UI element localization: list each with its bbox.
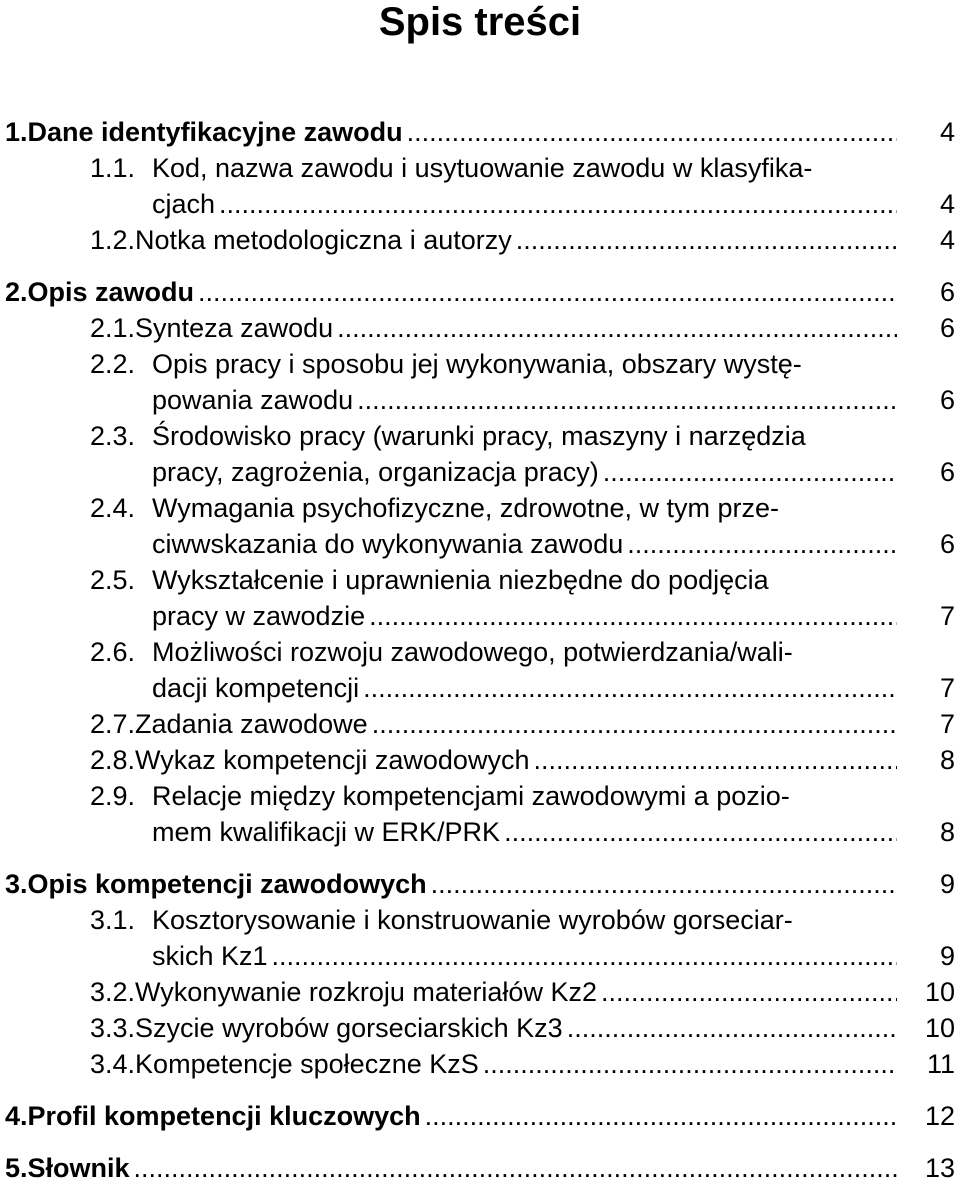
toc-leader-dots (372, 706, 897, 742)
toc-entry-line[interactable] (90, 706, 897, 742)
toc-entry-line[interactable] (90, 310, 897, 346)
toc-entry-line[interactable] (152, 598, 897, 634)
toc-leader-dots (627, 526, 897, 562)
toc-entry-number: 3.3. (90, 1013, 136, 1043)
toc-leader-dots (601, 974, 897, 1010)
toc-page-number: 6 (939, 277, 955, 307)
toc-leader-dots (516, 222, 897, 258)
toc-page-number: 8 (939, 817, 955, 847)
toc-page-number: 7 (939, 601, 955, 631)
toc-page-number: 4 (939, 189, 955, 219)
toc-entry-line[interactable] (152, 938, 897, 974)
toc-entry-line[interactable] (5, 1098, 897, 1134)
toc-entry-number: 2.1. (90, 313, 136, 343)
toc-entry-title: Środowisko pracy (warunki pracy, maszyny i narzędzia (152, 421, 806, 451)
toc-leader-dots (533, 742, 897, 778)
toc-entry-line[interactable] (152, 454, 897, 490)
toc-entry-number: 2.4. (90, 493, 136, 523)
page-title: Spis treści (378, 0, 582, 44)
toc-entry-title: mem kwalifikacji w ERK/PRK (152, 817, 501, 847)
toc-entry-title: Kompetencje społeczne KzS (135, 1049, 479, 1079)
toc-entry-line[interactable] (90, 634, 793, 670)
toc-entry-line[interactable] (90, 150, 812, 186)
toc-entry-number: 1. (5, 117, 28, 147)
toc-entry-number: 3. (5, 869, 28, 899)
toc-entry-title: dacji kompetencji (152, 673, 360, 703)
toc-entry-line[interactable] (90, 974, 897, 1010)
toc-page-number: 11 (926, 1049, 955, 1079)
toc-entry-line[interactable] (90, 902, 793, 938)
toc-page-number: 6 (939, 457, 955, 487)
toc-leader-dots (134, 1150, 897, 1186)
toc-entry-line[interactable] (90, 490, 779, 526)
toc-leader-dots (603, 454, 897, 490)
toc-entry-title: Możliwości rozwoju zawodowego, potwierdzania/wali- (152, 637, 793, 667)
toc-entry-line[interactable] (90, 418, 806, 454)
toc-page-number: 9 (939, 869, 955, 899)
toc-entry-title: skich Kz1 (152, 941, 268, 971)
toc-entry-title: Wymagania psychofizyczne, zdrowotne, w tym prze- (152, 493, 779, 523)
toc-page-number: 6 (939, 529, 955, 559)
toc-entry-number: 5. (5, 1153, 28, 1183)
toc-entry-line[interactable] (152, 670, 897, 706)
toc-entry-title: Wykonywanie rozkroju materiałów Kz2 (135, 977, 597, 1007)
toc-entry-number: 2.3. (90, 421, 136, 451)
toc-entry-title: Kod, nazwa zawodu i usytuowanie zawodu w klasyfika- (152, 153, 813, 183)
toc-entry-title: Synteza zawodu (135, 313, 334, 343)
toc-entry-line[interactable] (90, 562, 769, 598)
toc-page-number: 10 (924, 977, 955, 1007)
toc-entry-number: 2.7. (90, 709, 136, 739)
toc-page-number: 6 (939, 385, 955, 415)
toc-entry-title: pracy w zawodzie (152, 601, 366, 631)
toc-entry-title: Wykaz kompetencji zawodowych (135, 745, 530, 775)
toc-leader-dots (483, 1046, 897, 1082)
toc-entry-title: Opis zawodu (27, 277, 195, 307)
toc-page-number: 8 (939, 745, 955, 775)
toc-entry-title: cjach (152, 189, 216, 219)
toc-entry-line[interactable] (90, 1010, 897, 1046)
toc-entry-title: Notka metodologiczna i autorzy (135, 225, 512, 255)
toc-leader-dots (272, 938, 897, 974)
toc-entry-title: ciwwskazania do wykonywania zawodu (152, 529, 624, 559)
toc-entry-line[interactable] (152, 186, 897, 222)
toc-entry-line[interactable] (90, 778, 790, 814)
toc-page-number: 9 (939, 941, 955, 971)
toc-page-number: 7 (939, 673, 955, 703)
toc-page-number: 4 (939, 225, 955, 255)
toc-leader-dots (369, 598, 897, 634)
toc-entry-number: 4. (5, 1101, 28, 1131)
toc-leader-dots (425, 1098, 897, 1134)
toc-entry-title: Profil kompetencji kluczowych (27, 1101, 421, 1131)
toc-entry-title: Słownik (27, 1153, 130, 1183)
toc-entry-line[interactable] (5, 114, 897, 150)
toc-leader-dots (431, 866, 897, 902)
toc-leader-dots (504, 814, 897, 850)
toc-entry-number: 3.2. (90, 977, 136, 1007)
toc-page-number: 6 (939, 313, 955, 343)
toc-leader-dots (198, 274, 897, 310)
toc-page-number: 10 (924, 1013, 955, 1043)
toc-entry-line[interactable] (90, 346, 802, 382)
toc-leader-dots (357, 382, 897, 418)
toc-entry-number: 2. (5, 277, 28, 307)
toc-leader-dots (567, 1010, 897, 1046)
toc-entry-title: Wykształcenie i uprawnienia niezbędne do podjęcia (152, 565, 769, 595)
toc-entry-number: 1.1. (90, 153, 136, 183)
toc-entry-title: pracy, zagrożenia, organizacja pracy) (152, 457, 599, 487)
toc-entry-number: 2.5. (90, 565, 136, 595)
toc-leader-dots (363, 670, 897, 706)
toc-entry-title: Dane identyfikacyjne zawodu (27, 117, 403, 147)
toc-entry-title: Zadania zawodowe (135, 709, 368, 739)
toc-page-number: 12 (924, 1101, 955, 1131)
toc-leader-dots (407, 114, 897, 150)
toc-entry-number: 3.1. (90, 905, 136, 935)
toc-entry-number: 2.9. (90, 781, 136, 811)
toc-entry-number: 2.2. (90, 349, 136, 379)
toc-entry-line[interactable] (90, 742, 897, 778)
toc-entry-line[interactable] (90, 222, 897, 258)
toc-entry-line[interactable] (90, 1046, 897, 1082)
toc-entry-title: Opis pracy i sposobu jej wykonywania, obszary wystę- (152, 349, 802, 379)
toc-page-number: 4 (939, 117, 955, 147)
toc-entry-number: 3.4. (90, 1049, 136, 1079)
toc-entry-line[interactable] (5, 866, 897, 902)
toc-entry-line[interactable] (5, 1150, 897, 1186)
toc-entry-title: Kosztorysowanie i konstruowanie wyrobów gorseciar- (152, 905, 793, 935)
toc-entry-line[interactable] (152, 814, 897, 850)
toc-page-number: 13 (924, 1153, 955, 1183)
toc-entry-title: Szycie wyrobów gorseciarskich Kz3 (135, 1013, 563, 1043)
toc-leader-dots (337, 310, 897, 346)
toc-entry-line[interactable] (152, 526, 897, 562)
toc-entry-title: powania zawodu (152, 385, 354, 415)
toc-entry-title: Opis kompetencji zawodowych (27, 869, 427, 899)
toc-entry-line[interactable] (152, 382, 897, 418)
toc-entry-line[interactable] (5, 274, 897, 310)
toc-leader-dots (219, 186, 897, 222)
toc-entry-number: 2.8. (90, 745, 136, 775)
toc-entry-number: 2.6. (90, 637, 136, 667)
toc-entry-number: 1.2. (90, 225, 136, 255)
toc-entry-title: Relacje między kompetencjami zawodowymi a pozio- (152, 781, 790, 811)
toc-page-number: 7 (939, 709, 955, 739)
